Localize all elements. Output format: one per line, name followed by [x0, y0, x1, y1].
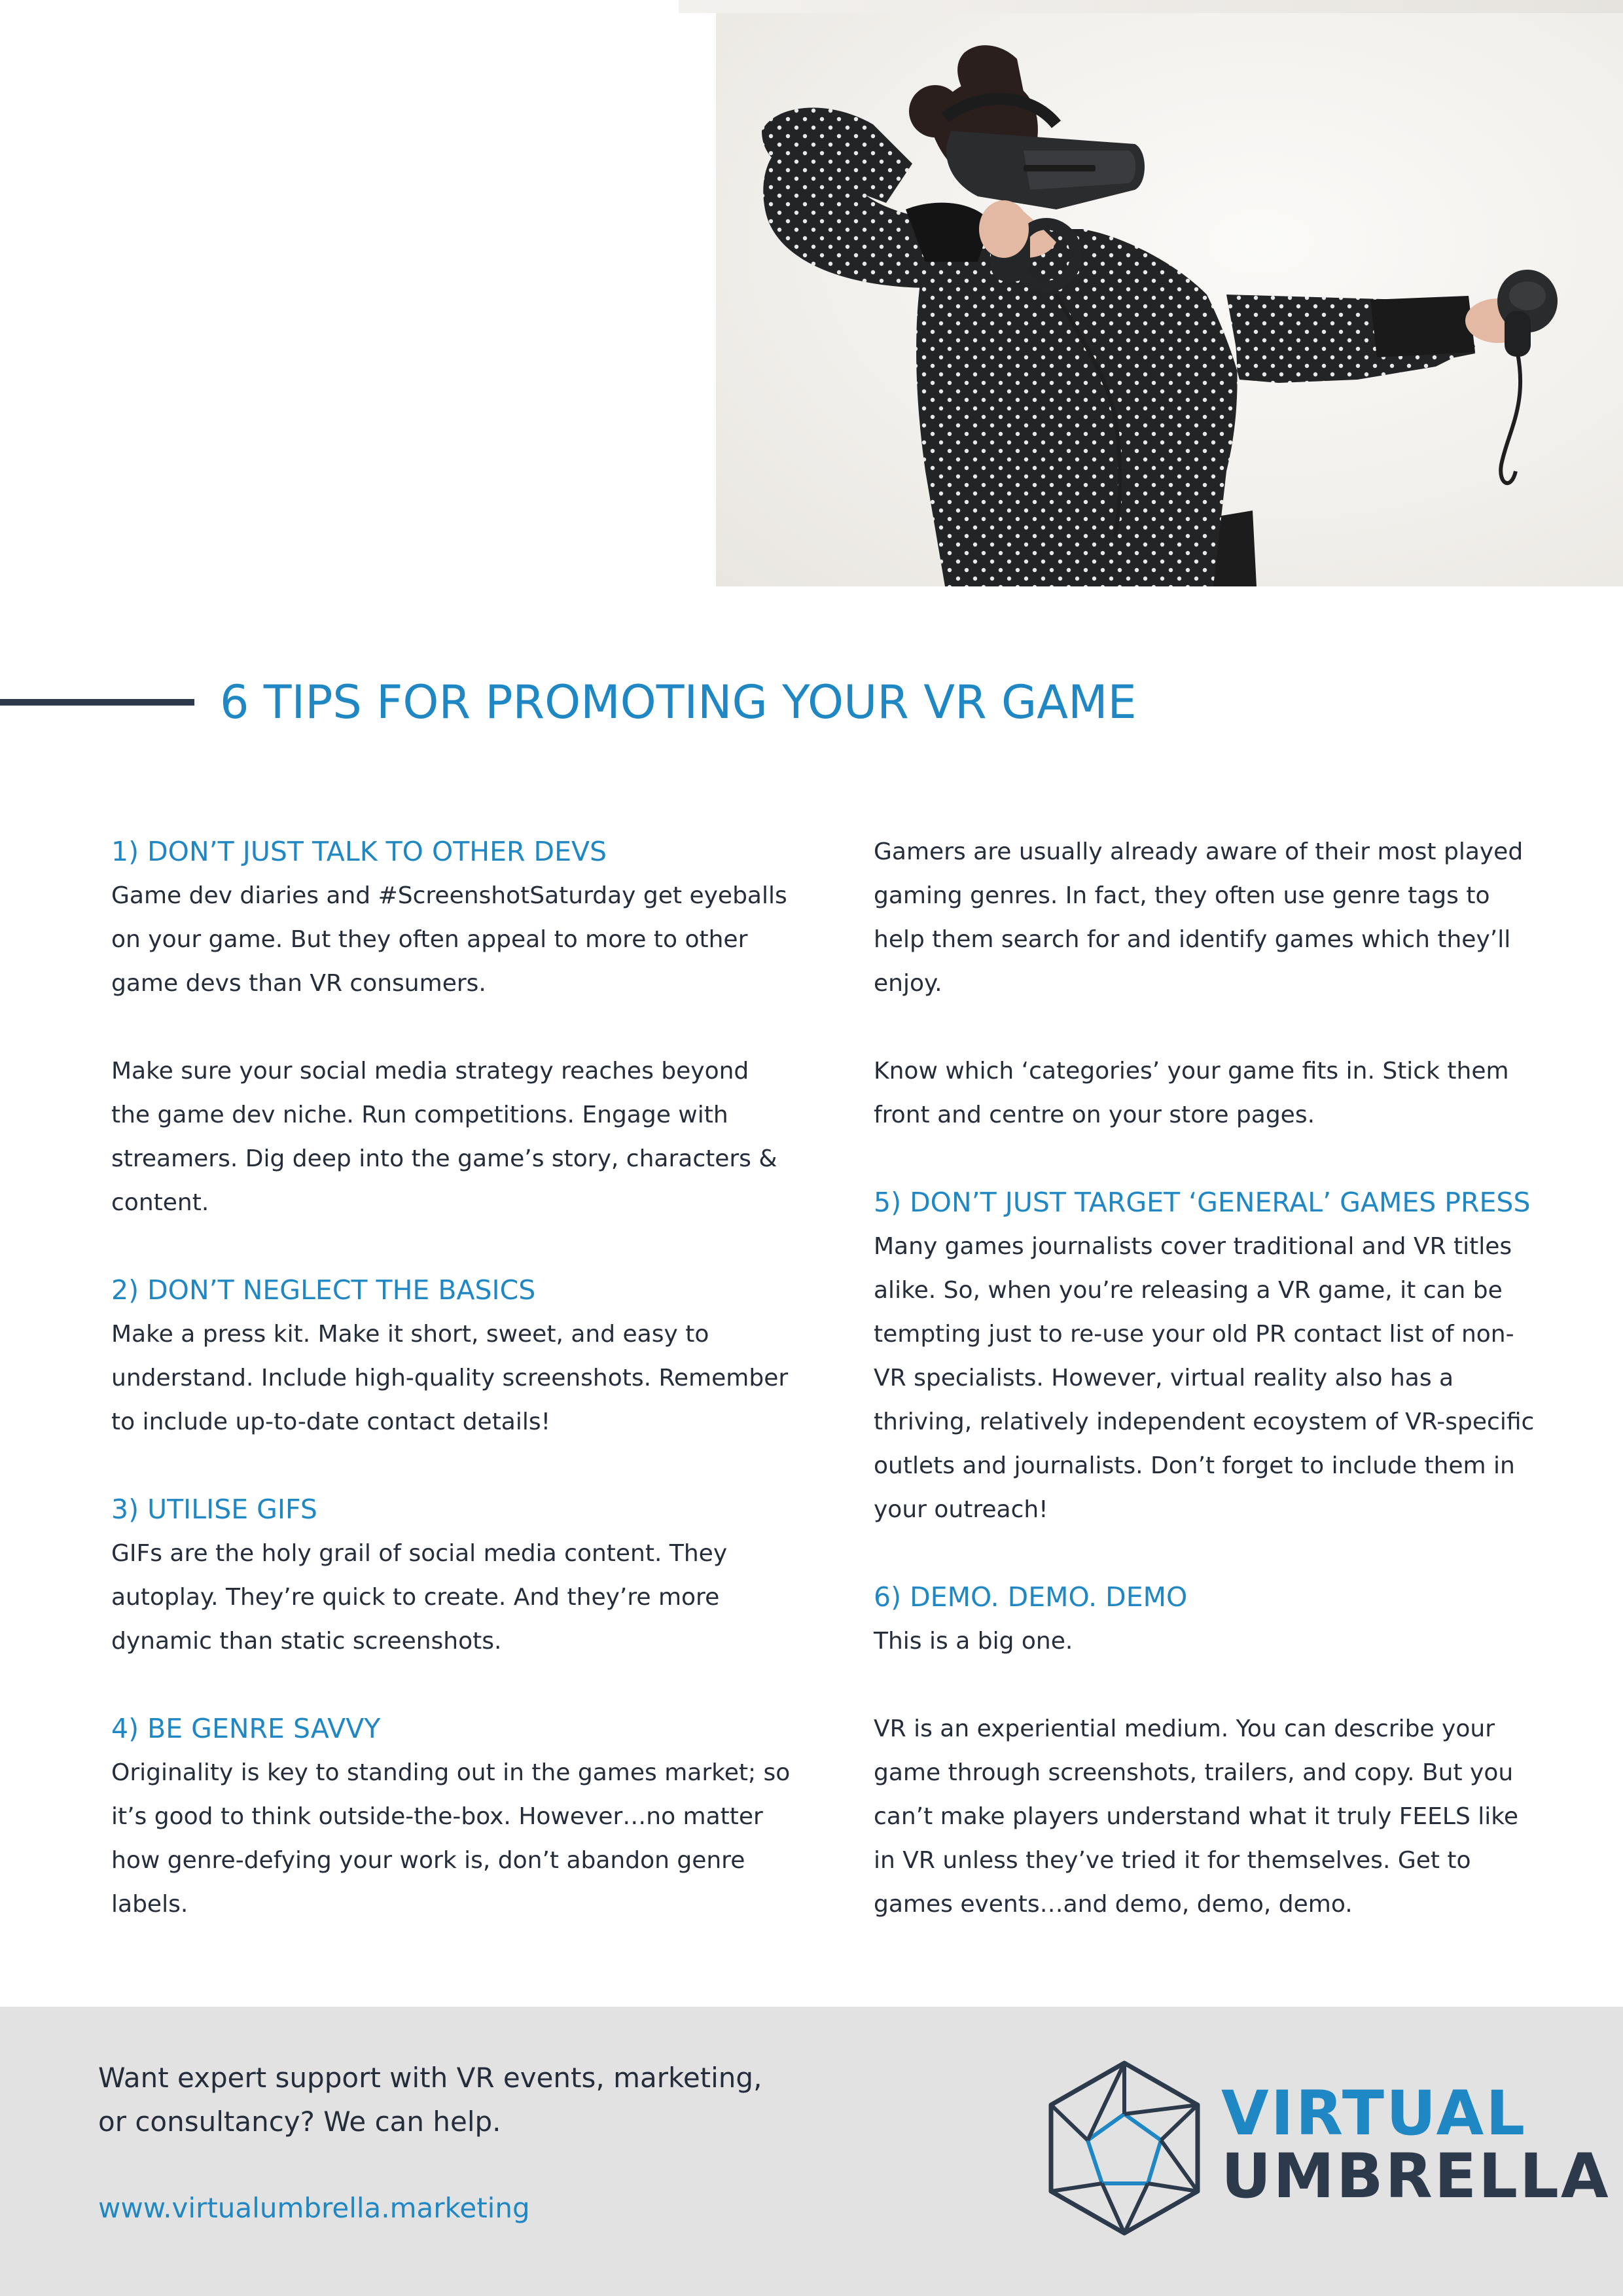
tip-4-paragraph-1: Originality is key to standing out in the games market; so it’s good to think outside-the-box. However…no matter how genre-defying your work is, don’t abandon genre labels.	[111, 1759, 791, 1918]
tip-1-section	[111, 830, 792, 1225]
tip-6-paragraph-1: This is a big one.	[874, 1628, 1073, 1655]
vr-player-illustration	[716, 13, 1623, 586]
vr-headset-icon	[946, 131, 1145, 209]
right-column	[874, 830, 1535, 1926]
footer-cta-line-1: Want expert support with VR events, marketing,	[98, 2062, 762, 2094]
footer-cta-line-2: or consultancy? We can help.	[98, 2106, 501, 2138]
photo-top-strip	[679, 0, 1623, 13]
tip-5-section	[874, 1181, 1535, 1532]
tip-1-paragraph-1: Game dev diaries and #ScreenshotSaturday get eyeballs on your game. But they often appeal to more to other game devs than VR consumers.	[111, 882, 787, 997]
tip-2-section	[111, 1268, 792, 1444]
tip-6-section	[874, 1575, 1535, 1926]
tip-3-heading: 3) UTILISE GIFS	[111, 1494, 317, 1525]
logo-word-umbrella: UMBRELLA	[1221, 2141, 1611, 2212]
left-column	[111, 830, 792, 1926]
virtual-umbrella-hexagon-icon	[1046, 2059, 1203, 2237]
tip-3-paragraph-1: GIFs are the holy grail of social media content. They autoplay. They’re quick to create. And they’re more dynamic than static screenshots.	[111, 1540, 728, 1655]
title-rule	[0, 699, 194, 706]
tip-4-continued	[874, 830, 1535, 1137]
logo-word-virtual: VIRTUAL	[1221, 2078, 1527, 2149]
tip-1-paragraph-2: Make sure your social media strategy reaches beyond the game dev niche. Run competitions. Engage with streamers. Dig deep into the game’s story, characters & content.	[111, 1058, 777, 1216]
tip-4-paragraph-2: Gamers are usually already aware of their most played gaming genres. In fact, they often use genre tags to help them search for and identify games which they’ll enjoy.	[874, 838, 1524, 997]
tip-5-heading: 5) DON’T JUST TARGET ‘GENERAL’ GAMES PRESS	[874, 1187, 1531, 1218]
website-link[interactable]: www.virtualumbrella.marketing	[98, 2192, 530, 2224]
tip-5-paragraph-1: Many games journalists cover traditional and VR titles alike. So, when you’re releasing a VR game, it can be tempting just to re-use your old PR contact list of non-VR specialists. However, virtual reality also has a thriving, relatively independent ecoystem of VR-specific outlets and journalists. Don’t forget to include them in your outreach!	[874, 1233, 1535, 1523]
tip-2-paragraph-1: Make a press kit. Make it short, sweet, and easy to understand. Include high-quality screenshots. Remember to include up-to-date contact details!	[111, 1321, 789, 1435]
hero-photo	[716, 13, 1623, 586]
tip-6-paragraph-2: VR is an experiential medium. You can describe your game through screenshots, trailers, and copy. But you can’t make players understand what it truly FEELS like in VR unless they’ve tried it for themselves. Get to games events…and demo, demo, demo.	[874, 1715, 1518, 1918]
tip-1-heading: 1) DON’T JUST TALK TO OTHER DEVS	[111, 836, 607, 867]
tip-6-heading: 6) DEMO. DEMO. DEMO	[874, 1581, 1188, 1613]
footer-cta	[98, 2056, 818, 2144]
tip-4-heading: 4) BE GENRE SAVVY	[111, 1713, 381, 1744]
page-title: 6 TIPS FOR PROMOTING YOUR VR GAME	[220, 675, 1137, 729]
tip-4-section	[111, 1707, 792, 1926]
tip-2-heading: 2) DON’T NEGLECT THE BASICS	[111, 1274, 536, 1306]
tip-3-section	[111, 1488, 792, 1663]
controller-right-icon	[1497, 270, 1558, 483]
tip-4-paragraph-3: Know which ‘categories’ your game fits in. Stick them front and centre on your store pages.	[874, 1058, 1509, 1128]
